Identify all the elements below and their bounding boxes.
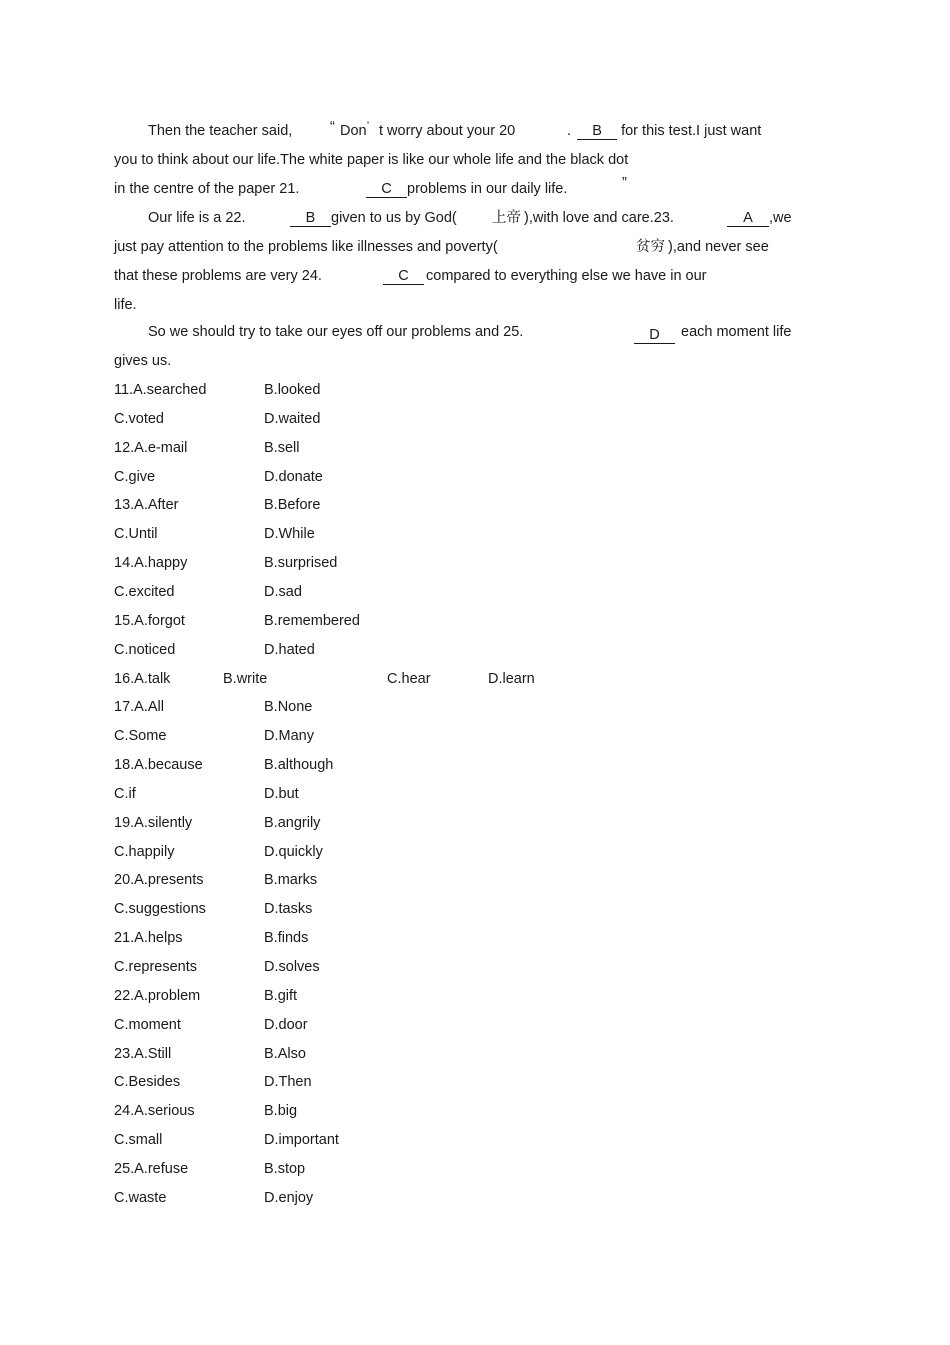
option-21-d: D.solves <box>264 959 320 975</box>
passage-line-6 <box>114 267 322 285</box>
passage-text: that these problems are very 24. <box>114 268 322 284</box>
passage-text: Our life is a 22. <box>148 210 246 226</box>
passage-line-1d <box>567 122 761 140</box>
option-19-a: 19.A.silently <box>114 814 193 831</box>
passage-line-4 <box>148 209 246 227</box>
option-23-c: C.Besides <box>114 1074 181 1091</box>
passage-line-8b <box>634 323 791 341</box>
option-18-b: B.although <box>264 757 334 774</box>
passage-line-3 <box>114 180 299 198</box>
option-25-b: B.stop <box>264 1160 306 1177</box>
option-13-b: B.Before <box>264 497 321 514</box>
passage-line-7 <box>114 296 137 314</box>
option-23-b: B.Also <box>264 1045 306 1062</box>
passage-text: . <box>567 123 572 139</box>
passage-text: problems in our daily life. <box>407 181 568 197</box>
apostrophe: ’ <box>366 119 370 133</box>
option-15-a: 15.A.forgot <box>114 612 185 629</box>
option-19-c: C.happily <box>114 843 175 860</box>
passage-line-1c <box>379 122 515 140</box>
option-14-b: B.surprised <box>264 555 338 572</box>
option-14-c: C.excited <box>114 583 175 600</box>
passage-text: Then the teacher said, <box>148 123 293 139</box>
option-16-a: 16.A.talk <box>114 670 171 687</box>
passage-line-2 <box>114 151 628 169</box>
option-17-b: B.None <box>264 699 313 716</box>
passage-text: Don <box>340 123 367 139</box>
option-20-b: B.marks <box>264 872 318 889</box>
option-13-c: C.Until <box>114 526 158 543</box>
passage-line-3b <box>366 180 567 198</box>
quote-close <box>622 174 627 192</box>
passage-text: t worry about your 20 <box>379 123 516 139</box>
answer-blank-24: C <box>383 268 424 285</box>
option-24-b: B.big <box>264 1103 298 1120</box>
answer-blank-25: D <box>634 327 675 344</box>
passage-text: in the centre of the paper 21. <box>114 181 300 197</box>
chinese-gloss: 上帝 <box>492 210 521 226</box>
option-11-d: D.waited <box>264 410 321 427</box>
answer-blank-20: B <box>577 123 617 140</box>
passage-line-9 <box>114 352 171 370</box>
option-14-d: D.sad <box>264 583 302 600</box>
passage-line-8 <box>148 323 523 341</box>
option-24-a: 24.A.serious <box>114 1103 195 1120</box>
quote-mark: ” <box>622 175 627 191</box>
option-17-c: C.Some <box>114 728 167 745</box>
passage-text: ),with love and care.23. <box>524 210 674 226</box>
option-11-a: 11.A.searched <box>114 382 207 398</box>
option-11-c: C.voted <box>114 410 164 427</box>
passage-line-1 <box>148 122 292 140</box>
option-17-d: D.Many <box>264 728 314 745</box>
passage-text: each moment life <box>681 324 792 340</box>
passage-line-6b <box>383 267 707 285</box>
passage-text: gives us. <box>114 353 172 369</box>
option-23-d: D.Then <box>264 1074 312 1091</box>
option-11-b: B.looked <box>264 382 321 398</box>
option-15-d: D.hated <box>264 641 315 658</box>
option-22-d: D.door <box>264 1016 308 1033</box>
option-18-a: 18.A.because <box>114 757 203 774</box>
passage-line-4d <box>727 209 792 227</box>
passage-line-1b <box>340 119 370 140</box>
option-22-a: 22.A.problem <box>114 987 201 1004</box>
passage-text: you to think about our life.The white paper is like our whole life and the black dot <box>114 152 629 168</box>
option-17-a: 17.A.All <box>114 699 164 716</box>
option-16-b: B.write <box>223 670 268 687</box>
answer-blank-23: A <box>727 210 769 227</box>
option-13-a: 13.A.After <box>114 497 179 514</box>
option-24-d: D.important <box>264 1132 339 1149</box>
quote-mark: “ <box>330 119 335 135</box>
option-21-a: 21.A.helps <box>114 930 183 947</box>
passage-line-4c <box>492 209 674 227</box>
answer-blank-22: B <box>290 210 331 227</box>
option-18-d: D.but <box>264 785 299 802</box>
option-21-c: C.represents <box>114 959 198 975</box>
passage-line-5 <box>114 238 498 256</box>
passage-text: for this test.I just want <box>621 123 762 139</box>
option-25-a: 25.A.refuse <box>114 1160 189 1177</box>
option-12-b: B.sell <box>264 439 300 456</box>
passage-text: given to us by God( <box>331 210 457 226</box>
option-22-b: B.gift <box>264 987 298 1004</box>
passage-line-5b <box>636 238 769 256</box>
option-12-d: D.donate <box>264 468 323 485</box>
option-15-b: B.remembered <box>264 612 360 629</box>
passage-line-4b <box>290 209 457 227</box>
option-21-b: B.finds <box>264 930 309 947</box>
option-16-c: C.hear <box>387 670 431 687</box>
option-25-c: C.waste <box>114 1189 167 1206</box>
answer-blank-21: C <box>366 181 407 198</box>
option-19-b: B.angrily <box>264 814 321 831</box>
option-13-d: D.While <box>264 526 315 543</box>
chinese-gloss: 贫穷 <box>636 239 665 255</box>
option-20-d: D.tasks <box>264 901 313 918</box>
passage-text: compared to everything else we have in our <box>426 268 707 284</box>
option-20-c: C.suggestions <box>114 901 206 918</box>
option-22-c: C.moment <box>114 1016 181 1033</box>
passage-text: ),and never see <box>668 239 769 255</box>
option-24-c: C.small <box>114 1132 163 1149</box>
passage-text: ,we <box>769 210 792 226</box>
option-19-d: D.quickly <box>264 843 323 860</box>
passage-text: just pay attention to the problems like illnesses and poverty( <box>114 239 498 255</box>
option-14-a: 14.A.happy <box>114 555 188 572</box>
option-20-a: 20.A.presents <box>114 872 204 889</box>
option-12-a: 12.A.e-mail <box>114 439 188 456</box>
option-15-c: C.noticed <box>114 641 176 658</box>
option-18-c: C.if <box>114 785 136 802</box>
option-23-a: 23.A.Still <box>114 1045 172 1062</box>
option-16-d: D.learn <box>488 670 535 687</box>
option-12-c: C.give <box>114 468 156 485</box>
passage-text: life. <box>114 297 137 313</box>
quote-open <box>330 118 335 136</box>
option-25-d: D.enjoy <box>264 1189 314 1206</box>
passage-text: So we should try to take our eyes off our problems and 25. <box>148 324 524 340</box>
